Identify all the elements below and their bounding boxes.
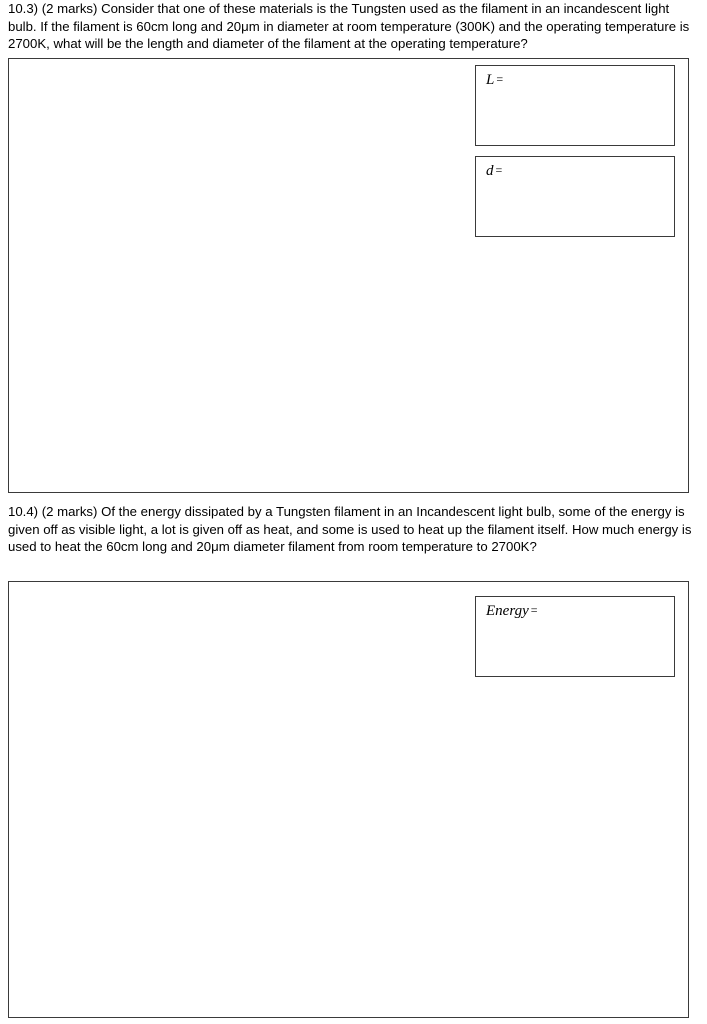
length-answer-label: L = bbox=[486, 72, 504, 88]
question-10-3-text: 10.3) (2 marks) Consider that one of these materials is the Tungsten used as the filament in an incandescent light bulb. If the filament is 60cm long and 20μm in diameter at room temperature (300K) and the operating temperature is 2700K, what will be the length and diameter of the filament at the operating temperature? bbox=[8, 1, 690, 51]
diameter-answer-box[interactable] bbox=[475, 156, 675, 237]
energy-answer-box[interactable] bbox=[475, 596, 675, 677]
energy-answer-label: Energy = bbox=[486, 603, 538, 619]
question-10-4-text: 10.4) (2 marks) Of the energy dissipated by a Tungsten filament in an Incandescent light bulb, some of the energy is given off as visible light, a lot is given off as heat, and some is used to heat up the filament itself. How much energy is used to heat the 60cm long and 20μm diameter filament from room temperature to 2700K? bbox=[8, 504, 692, 554]
length-answer-box[interactable] bbox=[475, 65, 675, 146]
diameter-answer-label: d = bbox=[486, 163, 503, 179]
